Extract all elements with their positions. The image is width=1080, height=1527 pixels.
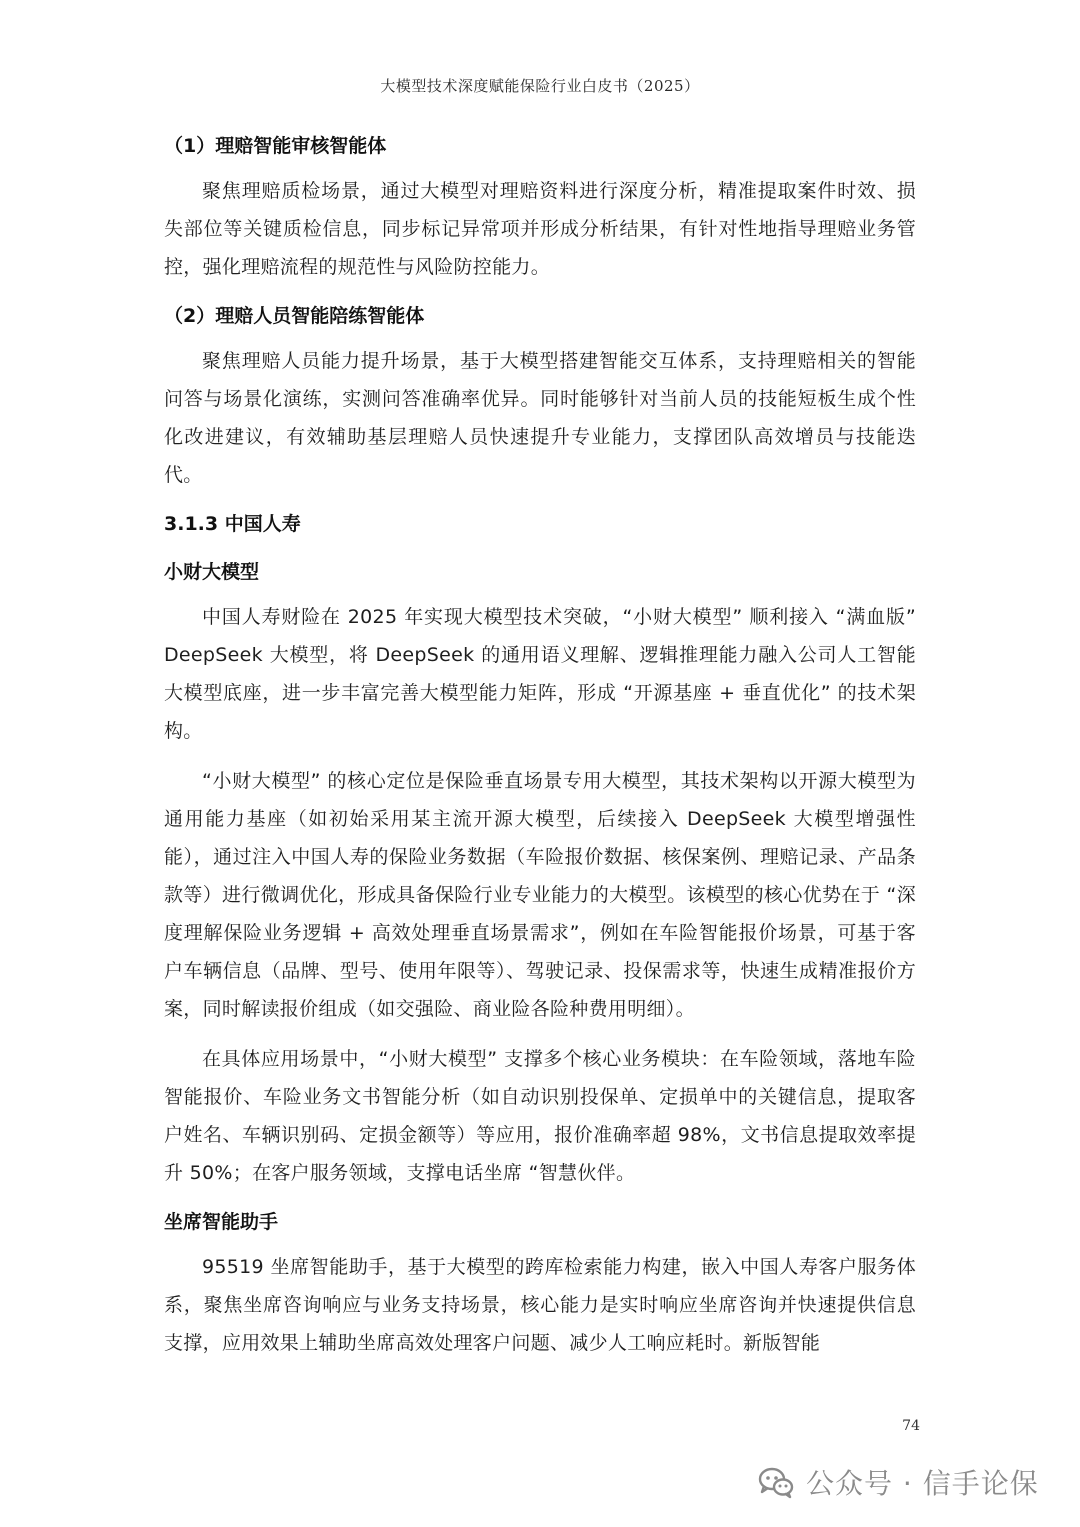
page-number: 74: [902, 1418, 920, 1434]
section-heading-agent-assistant: 坐席智能助手: [164, 1211, 279, 1233]
running-header: 大模型技术深度赋能保险行业白皮书（2025）: [380, 77, 700, 95]
document-body: [164, 128, 916, 1362]
section-heading-claims-audit: （1）理赔智能审核智能体: [164, 135, 387, 157]
wechat-icon: [756, 1462, 796, 1502]
paragraph-xiaocai-intro: 中国人寿财险在 2025 年实现大模型技术突破，“小财大模型” 顺利接入 “满血版” DeepSeek 大模型，将 DeepSeek 的通用语义理解、逻辑推理能力融入公司人工智能大模型底座，进一步丰富完善大模型能力矩阵，形成 “开源基座 + 垂直优化” 的技术架构。: [164, 606, 916, 742]
watermark: [756, 1462, 1039, 1502]
paragraph-claims-training: 聚焦理赔人员能力提升场景，基于大模型搭建智能交互体系，支持理赔相关的智能问答与场景化演练，实测问答准确率优异。同时能够针对当前人员的技能短板生成个性化改进建议，有效辅助基层理赔人员快速提升专业能力，支撑团队高效增员与技能迭代。: [164, 350, 916, 486]
section-heading-xiaocai-model: 小财大模型: [164, 561, 260, 583]
paragraph-claims-audit: 聚焦理赔质检场景，通过大模型对理赔资料进行深度分析，精准提取案件时效、损失部位等关键质检信息，同步标记异常项并形成分析结果，有针对性地指导理赔业务管控，强化理赔流程的规范性与风险防控能力。: [164, 180, 916, 278]
section-heading-claims-training: （2）理赔人员智能陪练智能体: [164, 305, 425, 327]
section-heading-china-life: 3.1.3 中国人寿: [164, 513, 301, 535]
paragraph-agent-assistant: 95519 坐席智能助手，基于大模型的跨库检索能力构建，嵌入中国人寿客户服务体系，聚焦坐席咨询响应与业务支持场景，核心能力是实时响应坐席咨询并快速提供信息支撑，应用效果上辅助坐席高效处理客户问题、减少人工响应耗时。新版智能: [164, 1256, 916, 1354]
watermark-text: 公众号 · 信手论保: [806, 1467, 1039, 1500]
paragraph-xiaocai-positioning: “小财大模型” 的核心定位是保险垂直场景专用大模型，其技术架构以开源大模型为通用能力基座（如初始采用某主流开源大模型，后续接入 DeepSeek 大模型增强性能），通过注入中国人寿的保险业务数据（车险报价数据、核保案例、理赔记录、产品条款等）进行微调优化，形成具备保险行业专业能力的大模型。该模型的核心优势在于 “深度理解保险业务逻辑 + 高效处理垂直场景需求”，例如在车险智能报价场景，可基于客户车辆信息（品牌、型号、使用年限等）、驾驶记录、投保需求等，快速生成精准报价方案，同时解读报价组成（如交强险、商业险各险种费用明细）。: [164, 770, 916, 1020]
paragraph-xiaocai-applications: 在具体应用场景中，“小财大模型” 支撑多个核心业务模块：在车险领域，落地车险智能报价、车险业务文书智能分析（如自动识别投保单、定损单中的关键信息，提取客户姓名、车辆识别码、定损金额等）等应用，报价准确率超 98%，文书信息提取效率提升 50%；在客户服务领域，支撑电话坐席 “智慧伙伴。: [164, 1048, 916, 1184]
